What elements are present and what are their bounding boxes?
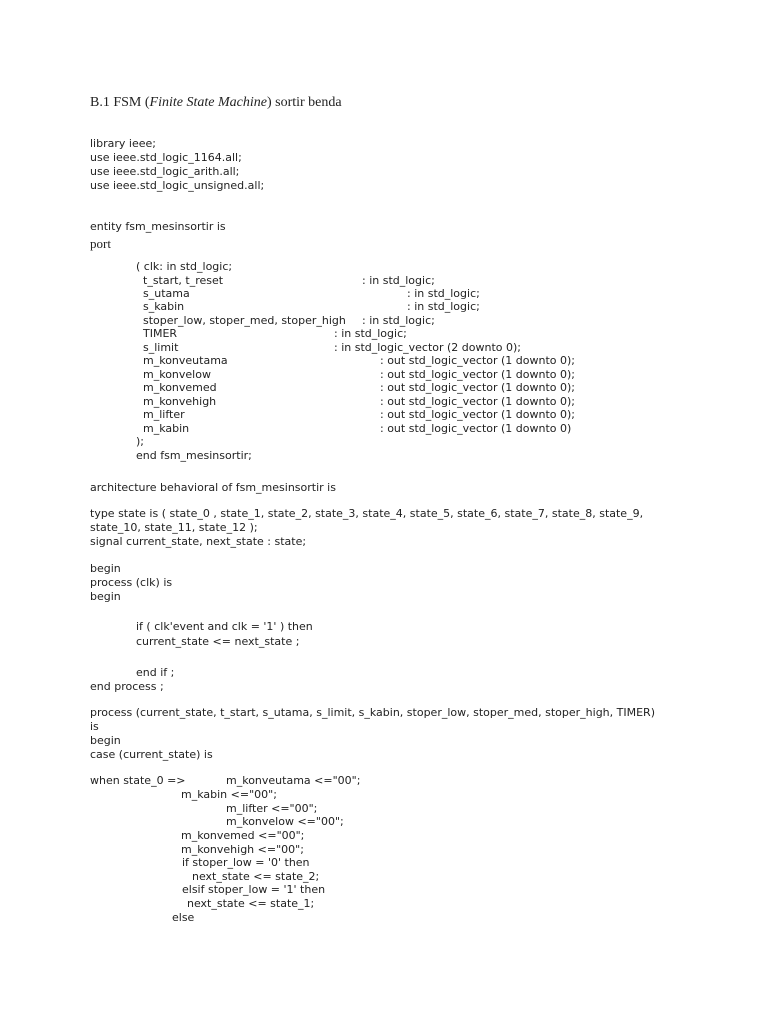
code-line: end process ; [90,680,164,693]
code-line: : in std_logic_vector (2 downto 0); [334,341,522,354]
code-line: : out std_logic_vector (1 downto 0); [380,368,576,381]
code-line: m_konvelow [143,368,211,381]
code-line: m_konvemed [143,381,217,394]
code-line: when state_0 => [90,774,186,787]
code-line: m_konveutama <="00"; [226,774,361,787]
code-line: : in std_logic; [362,314,435,327]
code-line: use ieee.std_logic_unsigned.all; [90,179,265,192]
code-line: signal current_state, next_state : state; [90,535,307,548]
heading-italic: Finite State Machine [149,95,267,110]
code-line: m_kabin <="00"; [181,788,277,801]
code-line: entity fsm_mesinsortir is [90,220,226,233]
code-line: m_kabin [143,422,190,435]
code-line: begin [90,590,121,603]
code-line: : out std_logic_vector (1 downto 0); [380,408,576,421]
code-line: next_state <= state_1; [187,897,315,910]
code-line: m_konvelow <="00"; [226,815,344,828]
code-line: else [172,911,195,924]
code-line: t_start, t_reset [143,274,224,287]
code-line: process (clk) is [90,576,173,589]
code-line: next_state <= state_2; [192,870,320,883]
code-line: type state is ( state_0 , state_1, state_2, state_3, state_4, state_5, state_6, state_7, state_8, state_9, [90,507,644,520]
section-heading [90,95,342,111]
code-line: : in std_logic; [407,287,480,300]
port-keyword: port [90,236,111,251]
code-line: s_utama [143,287,190,300]
code-line: : in std_logic; [407,300,480,313]
code-line: end if ; [136,666,175,679]
code-line: if ( clk'event and clk = '1' ) then [136,620,313,633]
code-line: m_lifter <="00"; [226,802,318,815]
code-line: m_lifter [143,408,185,421]
code-line: architecture behavioral of fsm_mesinsortir is [90,481,336,494]
code-line: : out std_logic_vector (1 downto 0); [380,395,576,408]
code-line: end fsm_mesinsortir; [136,449,252,462]
code-line: begin [90,562,121,575]
code-line: : in std_logic; [362,274,435,287]
heading-suffix: ) sortir benda [266,95,342,110]
code-line: : out std_logic_vector (1 downto 0) [380,422,572,435]
code-line: begin [90,734,121,747]
code-line: use ieee.std_logic_arith.all; [90,165,240,178]
code-line: : out std_logic_vector (1 downto 0); [380,381,576,394]
heading-prefix: B.1 FSM ( [90,95,150,110]
code-line: process (current_state, t_start, s_utama, s_limit, s_kabin, stoper_low, stoper_med, stoper_high, TIMER) [90,706,655,719]
code-line: if stoper_low = '0' then [182,856,310,869]
code-line: m_konvemed <="00"; [181,829,305,842]
code-line: s_kabin [143,300,185,313]
code-line: : in std_logic; [334,327,407,340]
code-line: ); [136,435,144,448]
code-line: TIMER [143,327,178,340]
code-line: is [90,720,99,733]
code-line: stoper_low, stoper_med, stoper_high [143,314,346,327]
code-line: state_10, state_11, state_12 ); [90,521,258,534]
code-line: m_konveutama [143,354,228,367]
code-line: current_state <= next_state ; [136,635,300,648]
code-line: use ieee.std_logic_1164.all; [90,151,242,164]
code-line: case (current_state) is [90,748,213,761]
code-line: m_konvehigh <="00"; [181,843,304,856]
code-line: elsif stoper_low = '1' then [182,883,326,896]
code-line: m_konvehigh [143,395,217,408]
code-line: library ieee; [90,137,156,150]
code-line: s_limit [143,341,179,354]
code-line: ( clk: in std_logic; [136,260,233,273]
code-line: : out std_logic_vector (1 downto 0); [380,354,576,367]
